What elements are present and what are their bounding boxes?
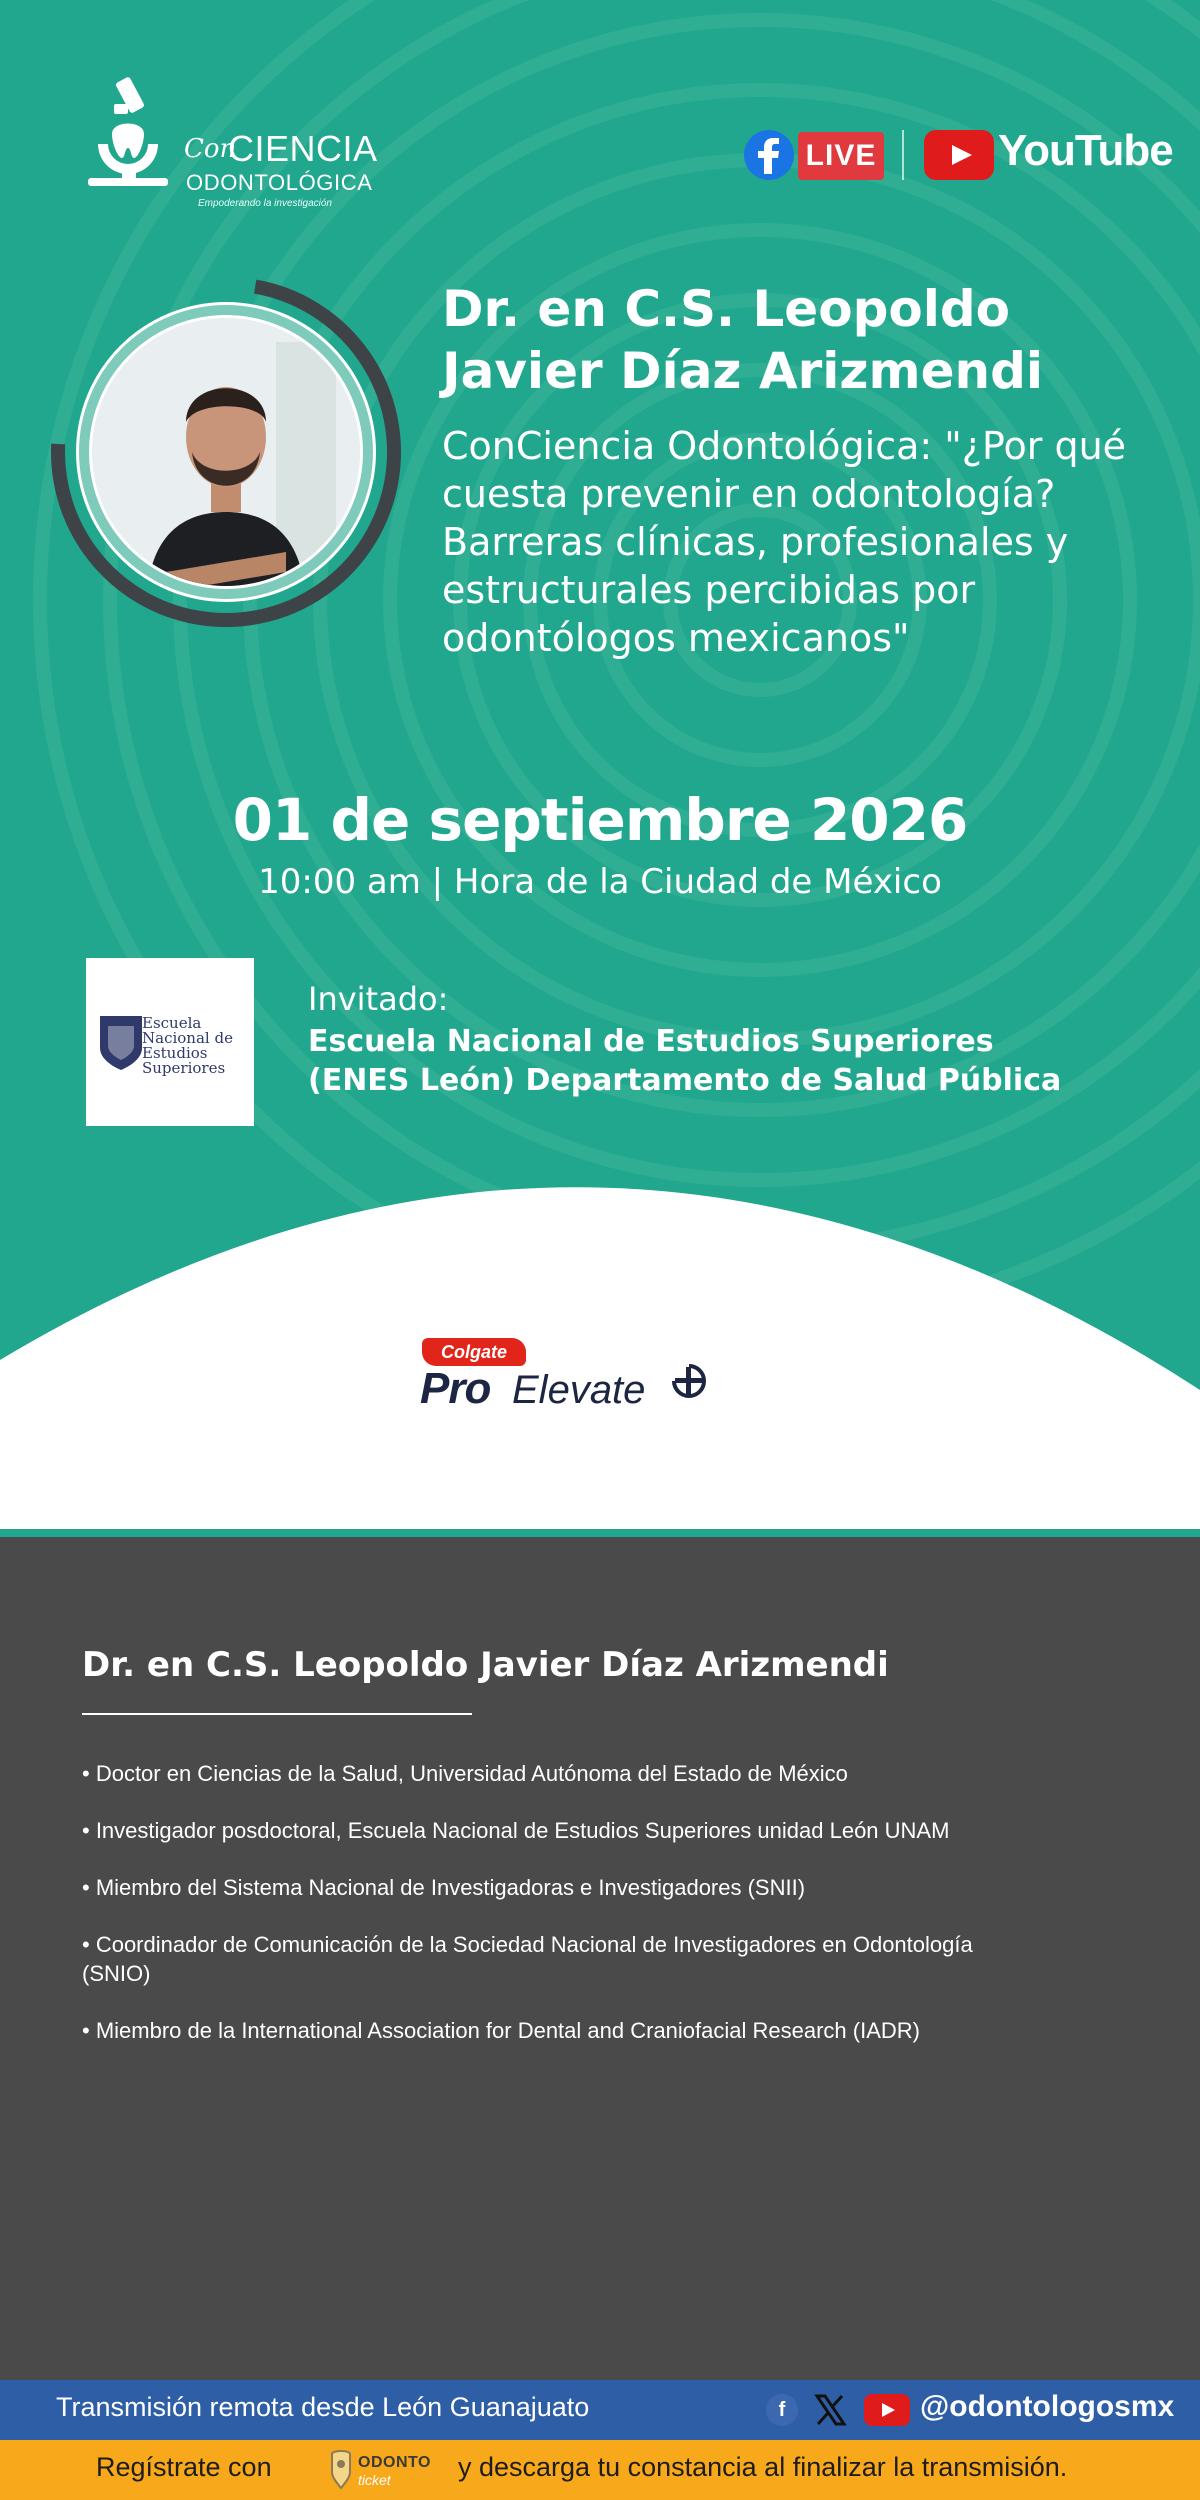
speaker-avatar — [46, 272, 406, 632]
talk-title: ConCiencia Odontológica: "¿Por qué cuesta prevenir en odontología? Barreras clínicas, profesionales y estructurales percibidas por odontólogos mexicanos" — [442, 424, 1127, 660]
odonto-ticket-logo[interactable] — [326, 2448, 450, 2492]
footer-register-bar — [0, 2440, 1200, 2500]
unam-text: Escuela Nacional de Estudios Superiores — [142, 1014, 233, 1077]
facebook-icon[interactable]: f — [766, 2394, 798, 2426]
bio-title-underline — [82, 1713, 472, 1715]
speaker-name: Dr. en C.S. Leopoldo Javier Díaz Arizmendi — [442, 280, 1044, 400]
unam-logo — [86, 958, 254, 1126]
section-divider — [0, 1529, 1200, 1537]
logo-tagline: Empoderando la investigación — [198, 198, 332, 209]
colgate-badge: Colgate — [422, 1338, 526, 1366]
event-time: 10:00 am | Hora de la Ciudad de México — [258, 862, 942, 902]
sponsor-pro-text: Pro — [420, 1364, 491, 1413]
x-twitter-icon[interactable] — [812, 2392, 848, 2428]
conciencia-logo — [78, 74, 398, 224]
ticket-icon — [326, 2450, 356, 2490]
bio-item: • Miembro de la International Association for Dental and Craniofacial Research (IADR) — [82, 2018, 920, 2043]
footer-transmission-bar — [0, 2380, 1200, 2440]
youtube-icon[interactable] — [864, 2394, 910, 2426]
register-suffix: y descarga tu constancia al finalizar la transmisión. — [458, 2452, 1068, 2482]
bio-section — [0, 1537, 1200, 2380]
logo-ciencia-text: CIENCIA — [228, 128, 378, 169]
microscope-tooth-icon — [78, 74, 178, 224]
unam-seal-icon — [96, 1012, 146, 1072]
live-badge[interactable]: LIVE — [798, 132, 884, 180]
guest-label: Invitado: — [308, 980, 449, 1018]
odonto-ticket-main: ODONTO — [358, 2454, 431, 2471]
bio-title: Dr. en C.S. Leopoldo Javier Díaz Arizmendi — [82, 1645, 889, 1685]
facebook-icon[interactable] — [744, 130, 794, 180]
register-prefix: Regístrate con — [96, 2452, 272, 2482]
event-date: 01 de septiembre 2026 — [232, 786, 968, 854]
bio-list — [82, 1759, 1002, 2073]
bio-item: • Investigador posdoctoral, Escuela Nacional de Estudios Superiores unidad León UNAM — [82, 1818, 950, 1843]
odonto-ticket-sub: ticket — [358, 2472, 391, 2488]
bio-item: • Doctor en Ciencias de la Salud, Universidad Autónoma del Estado de México — [82, 1761, 848, 1786]
guest-name: Escuela Nacional de Estudios Superiores (ENES León) Departamento de Salud Pública — [308, 1024, 1062, 1098]
logo-con-text: Con — [184, 134, 237, 164]
youtube-icon[interactable] — [924, 130, 994, 180]
sponsor-logo — [420, 1336, 720, 1416]
live-platforms — [744, 126, 1173, 186]
logo-odonto-text: ODONTOLÓGICA — [186, 170, 373, 195]
platform-divider — [902, 130, 904, 180]
sponsor-elevate-text: Elevate — [512, 1368, 646, 1412]
plus-circle-icon — [666, 1358, 712, 1404]
youtube-label[interactable]: YouTube — [998, 126, 1173, 175]
social-handle[interactable]: @odontologosmx — [920, 2390, 1175, 2423]
bio-item: • Coordinador de Comunicación de la Sociedad Nacional de Investigadores en Odontología (SNIO) — [82, 1932, 973, 1986]
transmission-location: Transmisión remota desde León Guanajuato — [56, 2392, 590, 2422]
bio-item: • Miembro del Sistema Nacional de Investigadoras e Investigadores (SNII) — [82, 1875, 806, 1900]
